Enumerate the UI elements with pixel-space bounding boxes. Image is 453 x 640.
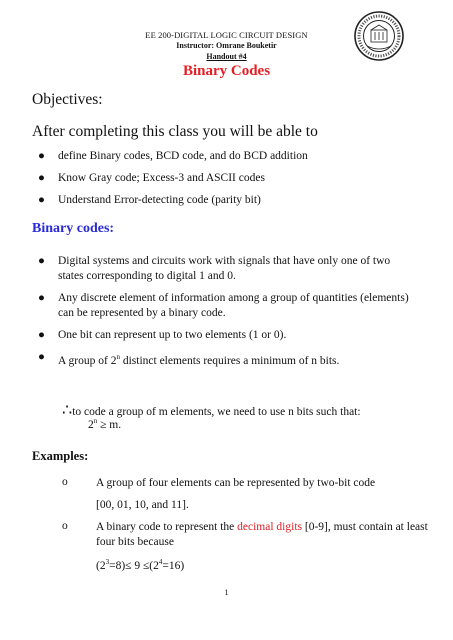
bullet-icon: ●: [38, 150, 45, 162]
page-number: 1: [224, 588, 229, 597]
list-item: ● define Binary codes, BCD code, and do BCD addition: [38, 150, 308, 162]
section-heading-binary-codes: Binary codes:: [32, 221, 115, 236]
objectives-heading: Objectives:: [32, 91, 103, 108]
bullet-icon: ●: [38, 172, 45, 184]
binary-codes-points: [38, 254, 418, 376]
bullet-icon: ●: [38, 329, 45, 341]
circle-marker-icon: o: [62, 476, 68, 488]
bullet-icon: ●: [38, 255, 45, 267]
document-title: Binary Codes: [182, 63, 271, 79]
objectives-list: [38, 150, 308, 216]
list-item: ● Digital systems and circuits work with signals that have only one of two states corresponding to digital 1 and 0.: [38, 255, 391, 282]
university-seal-icon: [353, 10, 405, 62]
instructor-line: Instructor: Omrane Bouketir: [176, 41, 277, 50]
list-item: ● A group of 2$^n$ distinct elements requires a minimum of n bits.: [38, 351, 340, 367]
therefore-statement: ∴to code a group of m elements, we need to use n bits such that:: [62, 402, 361, 419]
objectives-intro: After completing this class you will be able to: [32, 123, 318, 140]
bullet-icon: ●: [38, 292, 45, 304]
bullet-icon: ●: [38, 194, 45, 206]
list-item: ● One bit can represent up to two elements (1 or 0).: [38, 329, 287, 341]
condition-formula: $2^n \ge m$.: [88, 417, 122, 431]
bullet-icon: ●: [38, 351, 45, 363]
examples-heading: Examples:: [32, 449, 89, 463]
list-item: ● Any discrete element of information among a group of quantities (elements) can be represented by a binary code.: [38, 292, 409, 319]
list-item: ● Know Gray code; Excess-3 and ASCII codes: [38, 172, 265, 184]
inequality-formula: $(2^3=8)\le 9 \le(2^4=16)$: [96, 558, 185, 572]
highlighted-term: decimal digits: [237, 521, 302, 533]
therefore-symbol: ∴: [62, 402, 73, 419]
handout-number: Handout #4: [206, 52, 247, 61]
circle-marker-icon: o: [62, 520, 68, 532]
course-title: EE 200-DIGITAL LOGIC CIRCUIT DESIGN: [145, 30, 308, 40]
list-item: ● Understand Error-detecting code (parity bit): [38, 194, 261, 206]
